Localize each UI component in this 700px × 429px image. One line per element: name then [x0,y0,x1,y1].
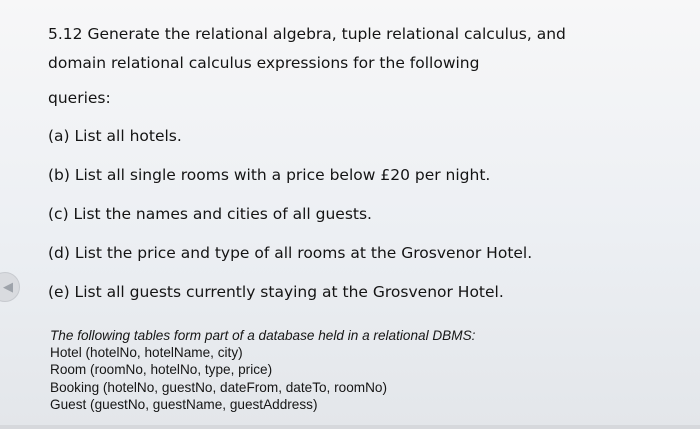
table-schema-room: Room (roomNo, hotelNo, type, price) [50,362,273,378]
question-item-e: (e) List all guests currently staying at the Grosvenor Hotel. [48,283,504,301]
question-item-d: (d) List the price and type of all rooms at the Grosvenor Hotel. [48,244,533,262]
tables-note [50,327,610,413]
tables-note-caption: The following tables form part of a database held in a relational DBMS: [50,328,476,343]
back-arrow-icon[interactable] [0,272,20,302]
question-heading-line-1: 5.12 Generate the relational algebra, tuple relational calculus, and [48,25,566,43]
question-block [48,20,648,302]
question-item-c: (c) List the names and cities of all guests. [48,205,372,223]
question-item-b: (b) List all single rooms with a price below £20 per night. [48,166,491,184]
question-heading-line-2: domain relational calculus expressions for the following [48,54,480,72]
table-schema-guest: Guest (guestNo, guestName, guestAddress) [50,396,318,412]
question-heading-line-3: queries: [48,89,111,107]
back-arrow-glyph: ◀ [3,279,13,294]
question-item-a: (a) List all hotels. [48,127,182,145]
bottom-edge-divider [0,425,700,429]
table-schema-hotel: Hotel (hotelNo, hotelName, city) [50,345,243,361]
table-schema-booking: Booking (hotelNo, guestNo, dateFrom, dateTo, roomNo) [50,379,387,395]
